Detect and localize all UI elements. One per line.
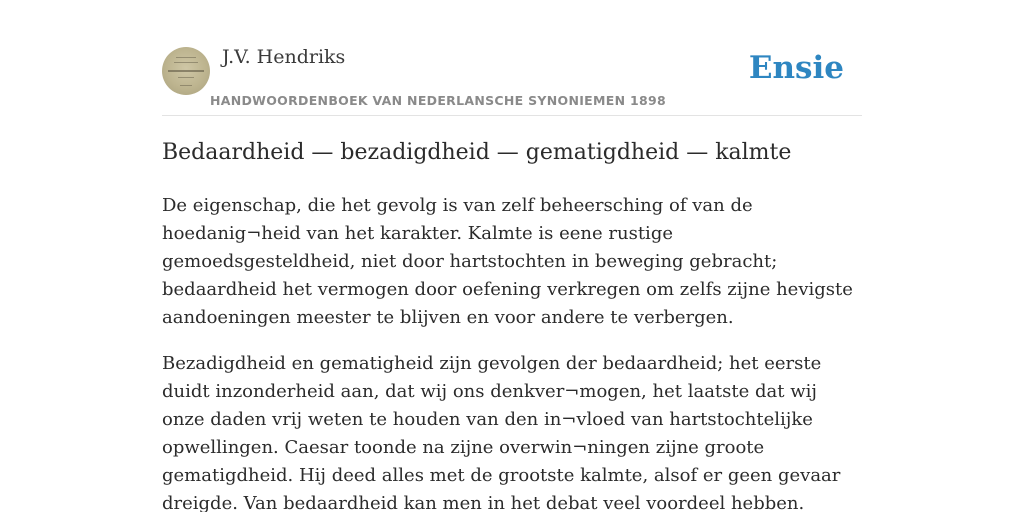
source-title[interactable]: HANDWOORDENBOEK VAN NEDERLANSCHE SYNONIEMEN 1898 xyxy=(210,93,667,108)
entry-paragraph: De eigenschap, die het gevolg is van zelf beheersching of van de hoedanig¬heid van het karakter. Kalmte is eene rustige gemoedsgesteldheid, niet door hartstochten in beweging gebracht; bedaardheid het vermogen door oefening verkregen om zelfs zijne hevigste aandoeningen meester te blijven en voor andere te verbergen. xyxy=(162,195,853,328)
entry-page xyxy=(162,0,862,512)
entry-body xyxy=(162,192,862,512)
entry-header xyxy=(162,0,862,116)
entry-paragraph: Bezadigdheid en gematigheid zijn gevolgen der bedaardheid; het eerste duidt inzonderheid aan, dat wij ons denkver¬mogen, het laatste dat wij onze daden vrij weten te houden van den in¬vloed van hartstochtelijke opwellingen. Caesar toonde na zijne overwin¬ningen zijne groote gematigdheid. Hij deed alles met de grootste kalmte, alsof er geen gevaar dreigde. Van bedaardheid kan men in het debat veel voordeel hebben. xyxy=(162,353,841,512)
entry-title: Bedaardheid — bezadigdheid — gematigdheid — kalmte xyxy=(162,140,792,165)
author-name[interactable]: J.V. Hendriks xyxy=(222,46,346,68)
brand-logo[interactable]: Ensie xyxy=(748,50,844,86)
author-avatar[interactable] xyxy=(162,47,210,95)
